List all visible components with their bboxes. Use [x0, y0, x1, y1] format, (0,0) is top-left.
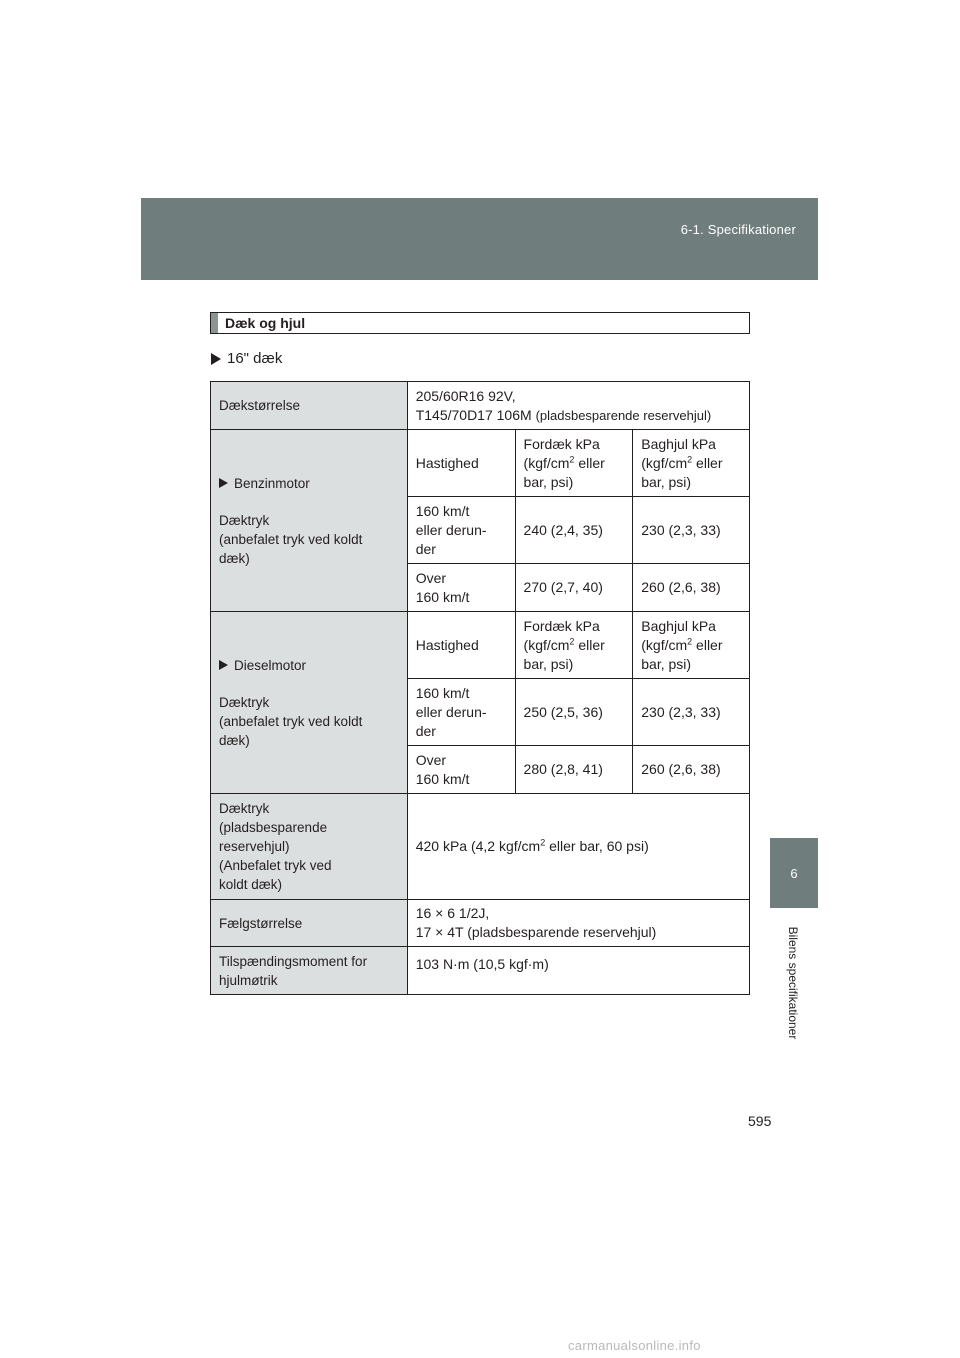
diesel-pressure-label: Dieselmotor Dæktryk (anbefalet tryk ved koldt dæk) — [211, 612, 408, 794]
table-row — [211, 900, 750, 947]
rear-header: Baghjul kPa ($kgf/cm^2$ eller bar, psi) — [633, 430, 750, 497]
spare-pressure-value: 420 kPa (4,2 kgf/$cm^2$ eller bar, 60 psi) — [407, 794, 749, 900]
page-number: 595 — [748, 1113, 772, 1129]
rim-size-value: 16 × 6 1/2J, 17 × 4T (pladsbesparende reservehjul) — [407, 900, 749, 947]
speed-cell: 160 km/t eller derun- der — [407, 679, 515, 746]
table-row — [211, 382, 750, 430]
watermark: carmanualsonline.info — [568, 1338, 701, 1353]
table-row — [211, 794, 750, 900]
rear-pressure-cell: 230 (2,3, 33) — [633, 679, 750, 746]
speed-cell: Over 160 km/t — [407, 564, 515, 612]
rear-pressure-cell: 230 (2,3, 33) — [633, 497, 750, 564]
torque-value: 103 N·m (10,5 kgf·m) — [407, 947, 749, 995]
rear-pressure-cell: 260 (2,6, 38) — [633, 564, 750, 612]
speed-header: Hastighed — [407, 430, 515, 497]
torque-label: Tilspændingsmoment for hjulmøtrik — [211, 947, 408, 995]
front-pressure-cell: 280 (2,8, 41) — [515, 746, 633, 794]
rear-header: Baghjul kPa ($kgf/cm^2$ eller bar, psi) — [633, 612, 750, 679]
triangle-bullet-icon — [211, 353, 221, 365]
table-row — [211, 430, 750, 497]
speed-cell: Over 160 km/t — [407, 746, 515, 794]
front-header: Fordæk kPa ($kgf/cm^2$ eller bar, psi) — [515, 430, 633, 497]
tire-size-value: 205/60R16 92V, T145/70D17 106M (pladsbesparende reservehjul) — [407, 382, 749, 430]
front-pressure-cell: 270 (2,7, 40) — [515, 564, 633, 612]
subheading — [211, 350, 282, 367]
tire-size-label: Dækstørrelse — [211, 382, 408, 430]
spare-pressure-label: Dæktryk (pladsbesparende reservehjul) (Anbefalet tryk ved koldt dæk) — [211, 794, 408, 900]
table-row — [211, 612, 750, 679]
rear-pressure-cell: 260 (2,6, 38) — [633, 746, 750, 794]
front-pressure-cell: 240 (2,4, 35) — [515, 497, 633, 564]
section-title: Dæk og hjul — [225, 315, 306, 331]
triangle-bullet-icon — [219, 660, 228, 670]
chapter-header-band — [141, 198, 818, 280]
table-row — [211, 947, 750, 995]
front-pressure-cell: 250 (2,5, 36) — [515, 679, 633, 746]
speed-header: Hastighed — [407, 612, 515, 679]
section-title-bar — [210, 312, 750, 334]
title-accent — [211, 313, 218, 333]
section-breadcrumb: 6-1. Specifikationer — [680, 222, 796, 237]
speed-cell: 160 km/t eller derun- der — [407, 497, 515, 564]
rim-size-label: Fælgstørrelse — [211, 900, 408, 947]
chapter-tab — [770, 838, 818, 908]
front-header: Fordæk kPa ($kgf/cm^2$ eller bar, psi) — [515, 612, 633, 679]
subheading-text: 16" dæk — [227, 350, 283, 367]
chapter-label: Bilens specifikationer — [786, 926, 800, 1040]
chapter-number: 6 — [790, 865, 798, 881]
triangle-bullet-icon — [219, 478, 228, 488]
tire-spec-table — [210, 381, 750, 995]
petrol-pressure-label: Benzinmotor Dæktryk (anbefalet tryk ved koldt dæk) — [211, 430, 408, 612]
